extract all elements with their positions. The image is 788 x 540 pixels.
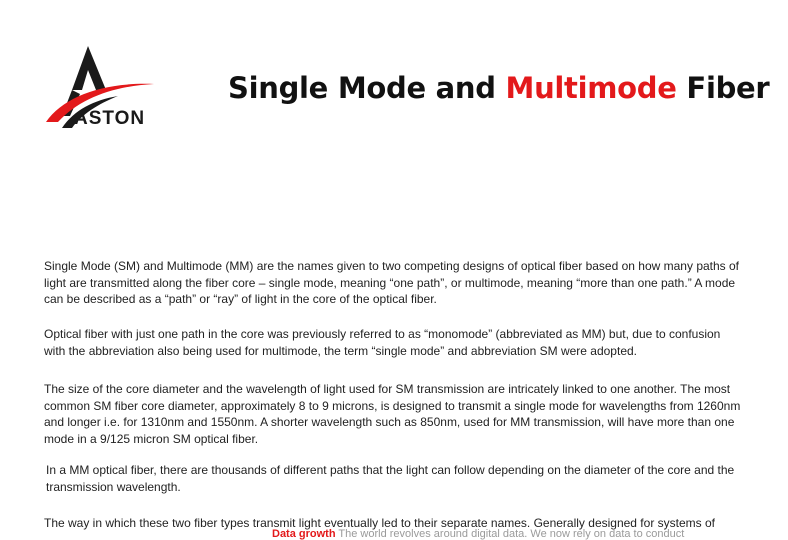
paragraph-mm-paths: In a MM optical fiber, there are thousands of different paths that the light can follow depending on the diameter of the core and the transmission wavelength. [46, 463, 735, 494]
title-part-2: Fiber [676, 71, 770, 105]
paragraph-core-diameter: The size of the core diameter and the wavelength of light used for SM transmission are intricately linked to one another. The most common SM fiber core diameter, approximately 8 to 9 microns, is designed to transmit a single mode for wavelengths from 1260nm and longer i.e. for 1310nm and 1550nm. A shorter wavelength such as 850nm, used for MM transmission, will have more than one mode in a 9/125 micron SM optical fiber. [44, 382, 741, 446]
paragraph-intro: Single Mode (SM) and Multimode (MM) are the names given to two competing designs of optical fiber based on how many paths of light are transmitted along the fiber core – single mode, meaning “one path”, or multimode, meaning “more than one path.” A mode can be described as a “path” or “ray” of light in the core of the optical fiber. [44, 259, 740, 306]
page-title [228, 70, 769, 106]
paragraph-monomode: Optical fiber with just one path in the core was previously referred to as “monomode” (abbreviated as MM) but, due to confusion with the abbreviation also being used for multimode, the term “single mode” and abbreviation SM were adopted. [44, 327, 721, 358]
overlap-red-text: Data growth [272, 528, 336, 540]
overlap-gray-text: The world revolves around digital data. We now rely on data to conduct [335, 528, 685, 540]
aston-logo [44, 44, 156, 134]
title-accent: Multimode [505, 71, 677, 105]
logo-text: ASTON [74, 108, 146, 129]
title-part-1: Single Mode and [228, 71, 506, 105]
paragraph-fiber-names: The way in which these two fiber types transmit light eventually led to their separate names. Generally designed for systems of [44, 516, 715, 530]
overlapping-text-fragment [272, 528, 684, 540]
